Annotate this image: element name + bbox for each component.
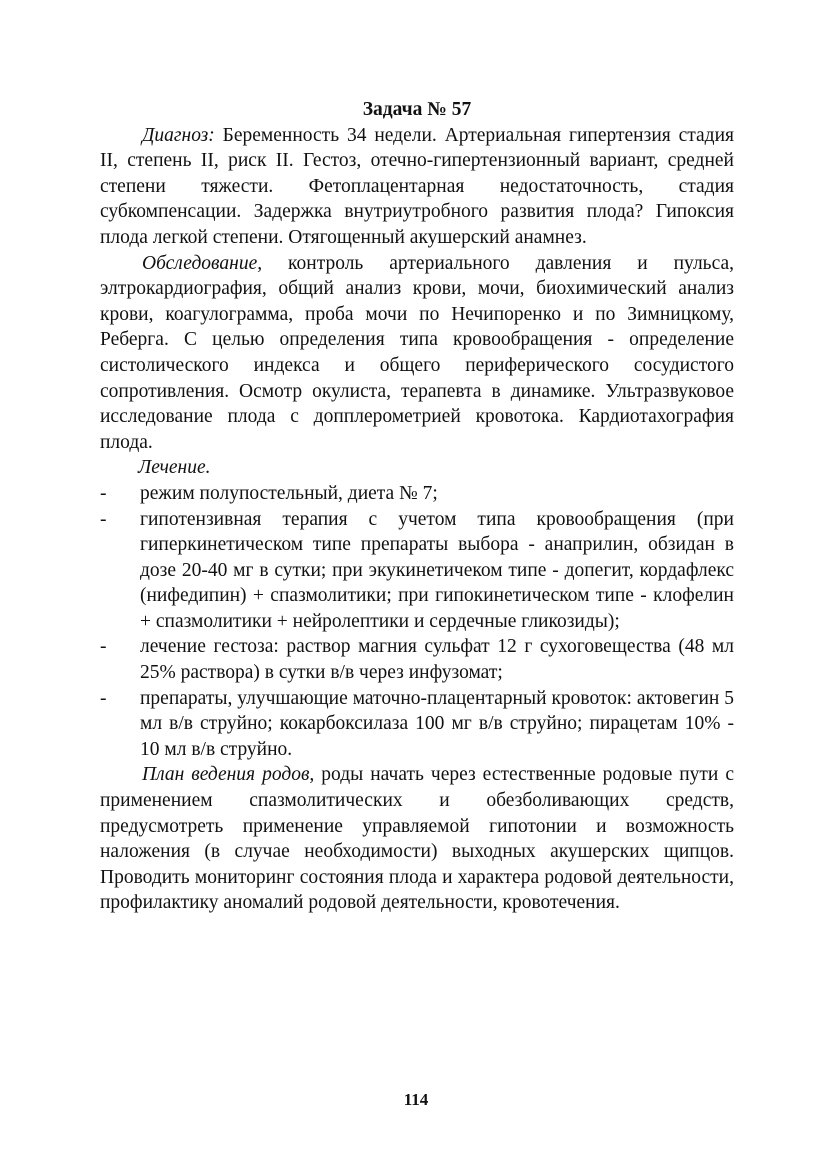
examination-label: Обследование, bbox=[142, 252, 263, 274]
list-item-text: лечение гестоза: раствор магния сульфат 12 г сухоговещества (48 мл 25% раствора) в сутки в/в через инфузомат; bbox=[140, 636, 734, 684]
task-title: Задача № 57 bbox=[362, 99, 472, 120]
list-dash: - bbox=[100, 482, 107, 504]
examination-paragraph bbox=[100, 251, 734, 456]
list-dash: - bbox=[100, 636, 107, 658]
list-item bbox=[100, 634, 734, 685]
examination-text: контроль артериального давления и пульса, элтрокардиография, общий анализ крови, мочи, биохимический анализ крови, коагулограмма, проба мочи по Нечипоренко и по Зимницкому, Реберга. С целью определения типа кровообращения - определение систолического индекса и общего периферического сосудистого сопротивления. Осмотр окулиста, терапевта в динамике. Ультразвуковое исследование плода с допплерометрией кровотока. Кардиотахография плода. bbox=[100, 252, 734, 453]
diagnosis-label: Диагноз: bbox=[142, 124, 215, 146]
list-dash: - bbox=[100, 508, 107, 530]
treatment-heading: Лечение. bbox=[138, 457, 211, 479]
treatment-list bbox=[100, 481, 734, 763]
list-item-text: гипотензивная терапия с учетом типа кровообращения (при гиперкинетическом типе препараты выбора - анаприлин, обзидан в дозе 20-40 мг в сутки; при экукинетичеком типе - допегит, кордафлекс (нифедипин) + спазмолитики; при гипокинетическом типе - клофелин + спазмолитики + нейролептики и сердечные гликозиды); bbox=[140, 508, 734, 632]
diagnosis-text: Беременность 34 недели. Артериальная гипертензия стадия II, степень II, риск II. Гестоз, отечно-гипертензионный вариант, средней степени тяжести. Фетоплацентарная недостаточность, стадия субкомпенсации. Задержка внутриутробного развития плода? Гипоксия плода легкой степени. Отягощенный акушерский анамнез. bbox=[100, 124, 734, 248]
list-item bbox=[100, 507, 734, 635]
list-item bbox=[100, 686, 734, 763]
delivery-plan-text: роды начать через естественные родовые пути с применением спазмолитических и обезболивающих средств, предусмотреть применение управляемой гипотонии и возможность наложения (в случае необходимости) выходных акушерских щипцов. Проводить мониторинг состояния плода и характера родовой деятельности, профилактику аномалий родовой деятельности, кровотечения. bbox=[100, 764, 734, 914]
list-item bbox=[100, 481, 734, 507]
diagnosis-paragraph bbox=[100, 123, 734, 251]
delivery-plan-paragraph bbox=[100, 762, 734, 916]
list-item-text: препараты, улучшающие маточно-плацентарный кровоток: актовегин 5 мл в/в струйно; кокарбоксилаза 100 мг в/в струйно; пирацетам 10% - 10 мл в/в струйно. bbox=[140, 687, 734, 760]
delivery-plan-label: План ведения родов, bbox=[142, 764, 315, 786]
list-item-text: режим полупостельный, диета № 7; bbox=[140, 482, 438, 504]
list-dash: - bbox=[100, 687, 107, 709]
page-number: 114 bbox=[403, 1090, 429, 1109]
document-page bbox=[100, 97, 734, 916]
